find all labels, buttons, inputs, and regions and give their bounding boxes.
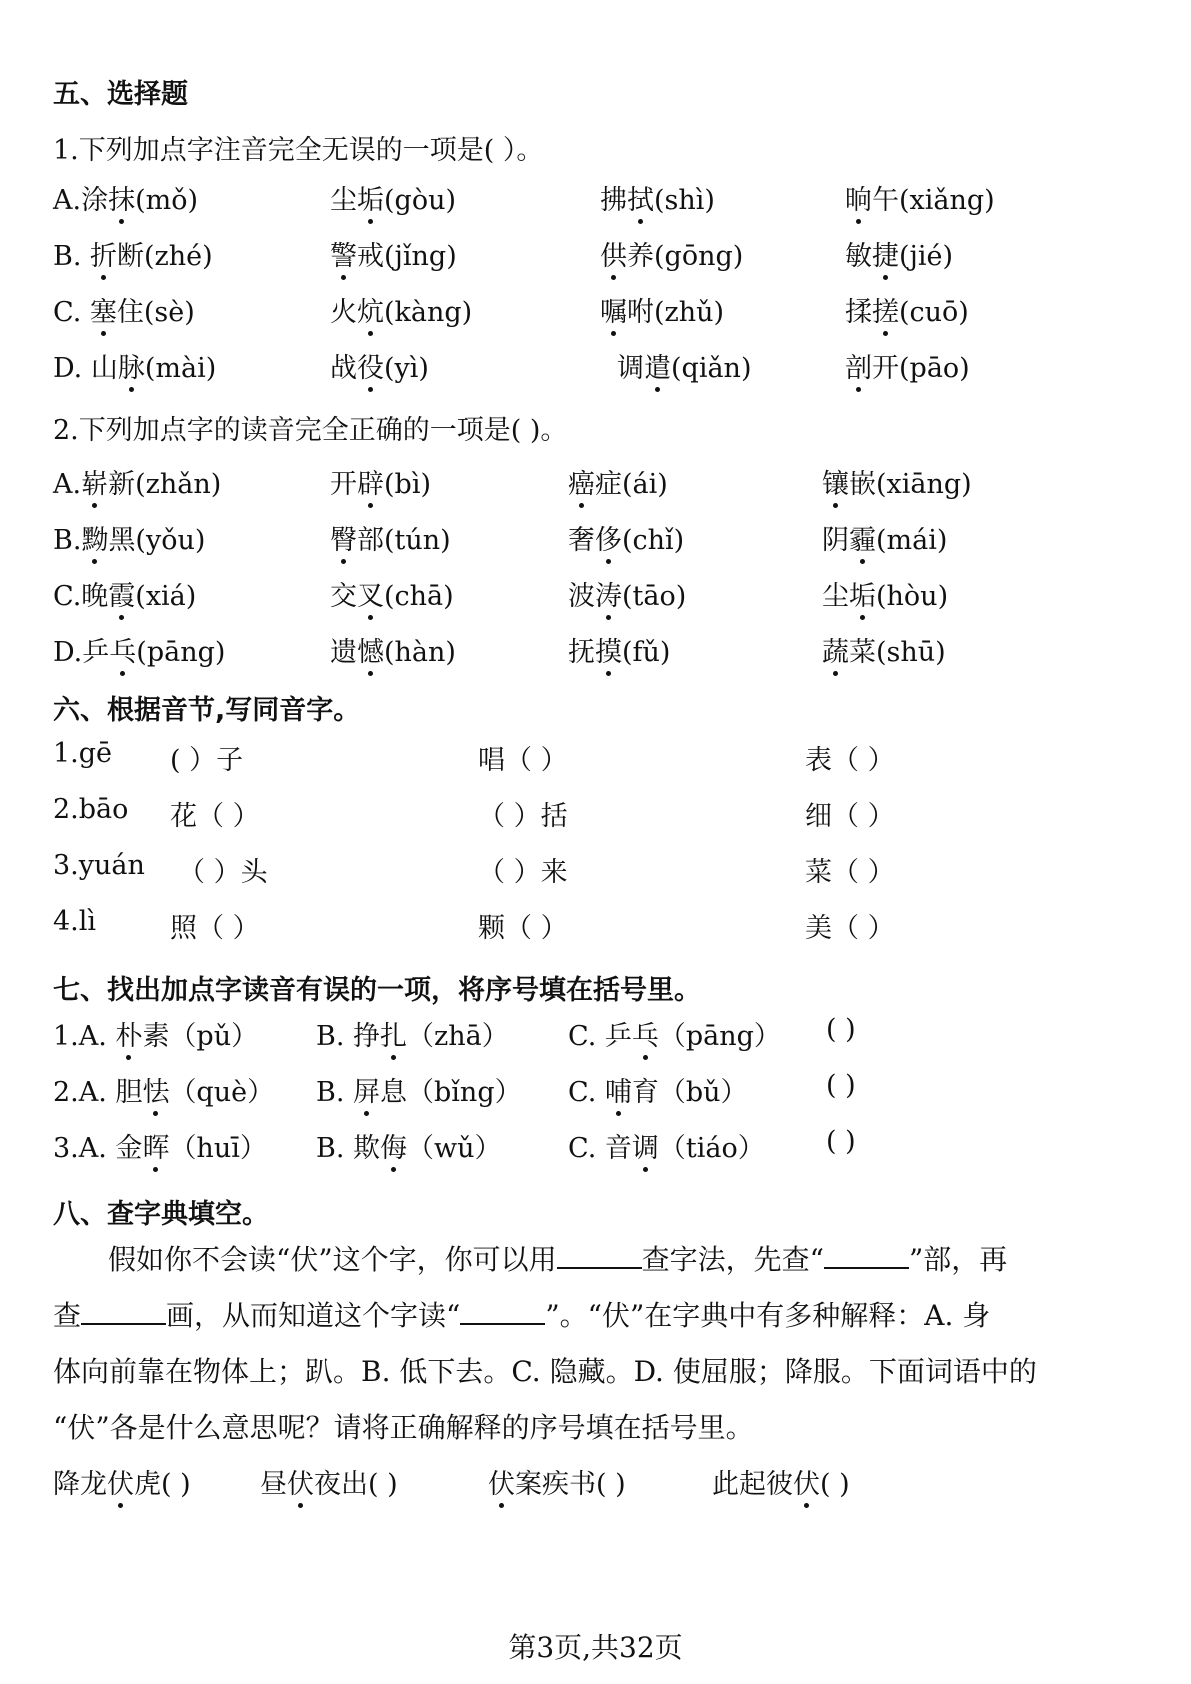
option-text-prefix: 火 [330,297,357,328]
fu-word-2 [488,1462,626,1501]
option-text-prefix: B. [53,525,82,556]
dictionary-paragraph-line-2 [53,1294,990,1334]
dotted-character: 调 [632,1126,659,1165]
option-7-2-2 [568,1126,765,1165]
option-text-suffix: （wǔ） [407,1133,502,1164]
option-text-prefix: B. 欺 [316,1133,381,1164]
dotted-character: 辟 [357,462,384,501]
fill-in-word[interactable]: 表（ ） [805,745,895,776]
option-5-2-0-3 [822,462,972,501]
dotted-character: 脉 [118,346,145,385]
option-5-1-3-1 [330,346,429,385]
option-5-1-2-1 [330,290,472,329]
fill-in-word[interactable]: 唱（ ） [478,745,568,776]
answer-blank-radical[interactable] [824,1241,909,1269]
dotted-character: 憾 [357,630,384,669]
option-7-1-1 [316,1070,522,1109]
option-text-suffix: 午(xiǎng) [872,185,995,216]
option-text-prefix: 2.A. 胆 [53,1077,143,1108]
option-5-2-3-1 [330,630,456,669]
option-text-suffix: 住(sè) [116,297,195,328]
option-text-suffix: (kàng) [384,297,473,328]
option-5-2-0-2 [568,462,668,501]
option-text-suffix: (mái) [876,525,948,556]
option-text-suffix: 症(ái) [595,469,668,500]
option-text-prefix: B. 挣 [316,1021,381,1052]
fill-in-word[interactable]: 照（ ） [170,913,260,944]
dotted-character: 伏 [107,1462,134,1501]
option-text-prefix: D.乒 [53,637,110,668]
option-text-prefix: A.涂 [53,185,109,216]
option-text-prefix: 尘 [330,185,357,216]
option-5-1-3-2 [617,346,751,385]
fill-in-word[interactable]: （ ）来 [478,857,568,888]
section-8-title: 八、查字典填空。 [53,1199,269,1230]
option-5-2-1-0 [53,518,205,557]
option-text-prefix: 敏 [845,241,872,272]
option-text-prefix: 1.A. [53,1021,116,1052]
dotted-character: 哺 [605,1070,632,1109]
pinyin-label: 3.yuán [53,850,145,881]
option-text-prefix: 开 [330,469,357,500]
answer-blank-reading[interactable] [460,1297,545,1325]
option-text-prefix: 此起彼 [712,1469,793,1500]
option-text-suffix: (xiá) [135,581,197,612]
option-5-2-3-0 [53,630,225,669]
option-5-1-3-3 [845,346,970,385]
option-text-suffix: (fǔ) [622,637,671,668]
option-text-prefix: 波 [568,581,595,612]
option-text-suffix: （tiáo） [658,1133,765,1164]
option-text-suffix: (qiǎn) [671,353,752,384]
answer-bracket [826,1014,856,1045]
question-5-1-stem: 1.下列加点字注音完全无误的一项是( ）。 [53,135,544,166]
option-text-suffix: (jié) [899,241,954,272]
pinyin-label: 4.lì [53,906,97,937]
option-text-suffix: 育（bǔ） [631,1077,748,1108]
option-text-suffix: (mǒ) [135,185,199,216]
option-5-1-0-1 [330,178,456,217]
dotted-character: 癌 [568,462,595,501]
dotted-character: 侈 [595,518,622,557]
option-7-1-2 [568,1070,748,1109]
option-text-prefix: 交 [330,581,357,612]
paragraph-text: 假如你不会读“伏”这个字，你可以用 [108,1243,557,1276]
dotted-character: 摸 [595,630,622,669]
dotted-character: 臀 [330,518,357,557]
option-text-suffix: 息（bǐng） [380,1077,522,1108]
option-text-suffix: (pāng) [136,637,226,668]
option-text-prefix: B. [53,241,91,272]
dotted-character: 屏 [353,1070,380,1109]
option-text-suffix: ) [836,1070,856,1101]
dotted-character: 镶 [822,462,849,501]
option-text-prefix: ( [826,1070,837,1101]
dotted-character: 供 [600,234,627,273]
option-text-suffix: (mài) [144,353,217,384]
question-5-2-stem: 2.下列加点字的读音完全正确的一项是( )。 [53,415,568,446]
option-text-suffix: (shì) [654,185,715,216]
paragraph-text: ”。“伏”在字典中有多种解释：A. 身 [545,1299,991,1332]
option-text-prefix: 战 [330,353,357,384]
dotted-character: 乓 [109,630,136,669]
option-7-2-1 [316,1126,502,1165]
option-7-0-1 [316,1014,509,1053]
option-text-suffix: 案疾书( ) [515,1469,626,1500]
section-7-title: 七、找出加点字读音有误的一项，将序号填在括号里。 [53,975,701,1006]
option-text-suffix: (hòu) [876,581,949,612]
fill-in-word[interactable]: 美（ ） [805,913,895,944]
dotted-character: 伏 [287,1462,314,1501]
fill-in-word[interactable]: 颗（ ） [478,913,568,944]
option-text-suffix: 嵌(xiāng) [849,469,972,500]
fill-in-word[interactable]: 细（ ） [805,801,895,832]
option-text-prefix: 调 [617,353,644,384]
option-5-2-1-1 [330,518,451,557]
option-5-1-3-0 [53,346,216,385]
option-text-suffix: 戒(jǐng) [357,241,457,272]
option-text-prefix: 揉 [845,297,872,328]
option-5-1-1-0 [53,234,213,273]
option-7-0-0 [53,1014,258,1053]
dotted-character: 晌 [845,178,872,217]
dotted-character: 折 [90,234,117,273]
dotted-character: 遣 [644,346,671,385]
option-5-1-1-1 [330,234,457,273]
answer-bracket [826,1126,856,1157]
option-text-suffix: (cuō) [899,297,969,328]
dotted-character: 叉 [357,574,384,613]
section-6-title: 六、根据音节,写同音字。 [53,695,361,726]
paragraph-text: 画，从而知道这个字读“ [166,1299,461,1332]
option-text-suffix: 虎( ) [134,1469,191,1500]
option-text-prefix: 降龙 [53,1469,107,1500]
option-text-prefix: D. 山 [53,353,118,384]
dotted-character: 役 [357,346,384,385]
option-text-suffix: 断(zhé) [117,241,213,272]
option-5-2-1-3 [822,518,947,557]
option-text-suffix: 黑(yǒu) [108,525,206,556]
option-5-2-0-0 [53,462,221,501]
option-text-suffix: 素（pǔ） [142,1021,259,1052]
dotted-character: 警 [330,234,357,273]
option-text-suffix: （pāng） [658,1021,781,1052]
option-text-prefix: 抚 [568,637,595,668]
dotted-character: 垢 [849,574,876,613]
option-text-suffix: 新(zhǎn) [108,469,222,500]
dictionary-paragraph-line-1 [108,1238,1007,1278]
dotted-character: 捷 [872,234,899,273]
option-text-suffix: （què） [169,1077,275,1108]
option-7-0-2 [568,1014,781,1053]
option-text-prefix: C. [53,297,90,328]
dotted-character: 朴 [115,1014,142,1053]
option-text-suffix: (chā) [384,581,454,612]
dotted-character: 霞 [108,574,135,613]
dotted-character: 伏 [793,1462,820,1501]
fill-in-word[interactable]: 花（ ） [170,801,260,832]
option-text-suffix: 开(pāo) [872,353,970,384]
option-text-prefix: C.晚 [53,581,109,612]
option-text-suffix: (chǐ) [622,525,685,556]
option-text-prefix: ( [826,1014,837,1045]
dotted-character: 抹 [108,178,135,217]
option-5-1-1-2 [600,234,743,273]
option-text-prefix: 阴 [822,525,849,556]
dotted-character: 晖 [142,1126,169,1165]
option-5-1-2-3 [845,290,969,329]
dotted-character: 崭 [81,462,108,501]
option-text-suffix: (bì) [384,469,431,500]
fill-in-word[interactable]: （ ）括 [478,801,568,832]
fu-word-1 [260,1462,398,1501]
option-5-2-3-3 [822,630,946,669]
option-7-1-0 [53,1070,274,1109]
option-7-2-0 [53,1126,267,1165]
dotted-character: 蔬 [822,630,849,669]
pinyin-label: 1.gē [53,738,113,769]
option-text-suffix: (yì) [384,353,429,384]
dotted-character: 塞 [90,290,117,329]
option-5-1-0-2 [600,178,715,217]
option-text-prefix: ( [826,1126,837,1157]
option-5-1-2-2 [600,290,724,329]
fill-in-word[interactable]: ( ）子 [170,745,244,776]
answer-bracket [826,1070,856,1101]
fu-word-3 [712,1462,850,1501]
option-text-prefix: 昼 [260,1469,287,1500]
dotted-character: 剖 [845,346,872,385]
option-text-suffix: 夜出( ) [314,1469,398,1500]
dotted-character: 侮 [380,1126,407,1165]
answer-blank-strokes[interactable] [81,1297,166,1325]
option-5-1-2-0 [53,290,195,329]
dotted-character: 拭 [627,178,654,217]
option-text-suffix: ( ) [820,1469,850,1500]
option-text-prefix: C. [568,1077,605,1108]
option-text-suffix: (hàn) [384,637,456,668]
option-text-suffix: (gòu) [384,185,456,216]
option-text-prefix: 奢 [568,525,595,556]
paragraph-text: ”部，再 [908,1243,1008,1276]
option-text-suffix: （zhā） [407,1021,509,1052]
option-text-prefix: C. 乒 [568,1021,632,1052]
option-5-1-0-3 [845,178,995,217]
option-text-suffix: 养(gōng) [627,241,744,272]
answer-blank-method[interactable] [557,1241,642,1269]
option-text-suffix: 部(tún) [357,525,451,556]
dotted-character: 嘱 [600,290,627,329]
option-text-suffix: （huī） [169,1133,267,1164]
option-text-suffix: 咐(zhǔ) [627,297,725,328]
fill-in-word[interactable]: （ ）头 [178,857,268,888]
option-text-suffix: (tāo) [622,581,687,612]
option-5-1-0-0 [53,178,198,217]
dotted-character: 乓 [632,1014,659,1053]
pinyin-label: 2.bāo [53,794,129,825]
option-5-2-2-1 [330,574,454,613]
option-5-2-2-2 [568,574,686,613]
dotted-character: 怯 [142,1070,169,1109]
paragraph-text: 查字法，先查“ [641,1243,824,1276]
section-5-title: 五、选择题 [53,79,188,110]
option-text-suffix: 菜(shū) [849,637,946,668]
option-5-2-2-3 [822,574,948,613]
option-5-2-1-2 [568,518,684,557]
fill-in-word[interactable]: 菜（ ） [805,857,895,888]
page-footer: 第3页,共32页 [508,1631,683,1664]
dotted-character: 搓 [872,290,899,329]
option-text-prefix: 尘 [822,581,849,612]
option-5-2-0-1 [330,462,431,501]
option-text-prefix: C. 音 [568,1133,632,1164]
option-text-suffix: ) [836,1014,856,1045]
dotted-character: 炕 [357,290,384,329]
paragraph-text: 查 [53,1299,82,1332]
dotted-character: 霾 [849,518,876,557]
option-5-2-2-0 [53,574,196,613]
option-5-2-3-2 [568,630,670,669]
dictionary-paragraph-line-3: 体向前靠在物体上；趴。B. 低下去。C. 隐藏。D. 使屈服；降服。下面词语中的 [53,1355,1037,1388]
dotted-character: 涛 [595,574,622,613]
fu-word-0 [53,1462,191,1501]
dictionary-paragraph-line-4: “伏”各是什么意思呢？请将正确解释的序号填在括号里。 [53,1411,754,1444]
dotted-character: 黝 [81,518,108,557]
option-text-suffix: ) [836,1126,856,1157]
option-5-1-1-3 [845,234,953,273]
dotted-character: 垢 [357,178,384,217]
option-text-prefix: 拂 [600,185,627,216]
dotted-character: 扎 [380,1014,407,1053]
option-text-prefix: B. [316,1077,354,1108]
dotted-character: 伏 [488,1462,515,1501]
option-text-prefix: 遗 [330,637,357,668]
option-text-prefix: A. [53,469,82,500]
option-text-prefix: 3.A. 金 [53,1133,143,1164]
